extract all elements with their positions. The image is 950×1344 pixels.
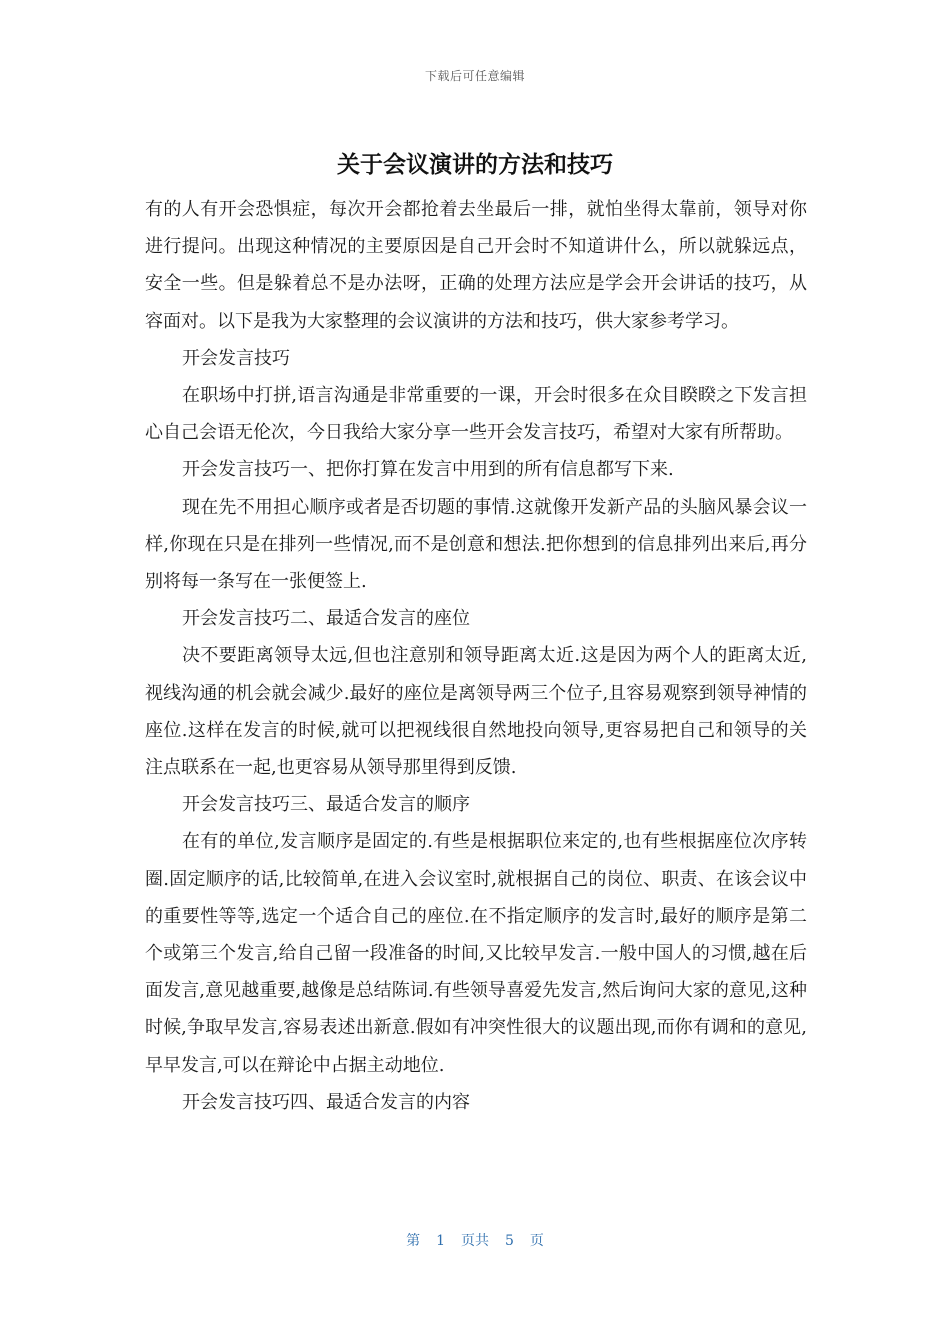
paragraph: 现在先不用担心顺序或者是否切题的事情.这就像开发新产品的头脑风暴会议一样,你现在只是在排列一些情况,而不是创意和想法.把你想到的信息排列出来后,再分别将每一条写在一张便签上. — [145, 496, 807, 593]
total-pages-number: 5 — [505, 1233, 514, 1249]
document-title: 关于会议演讲的方法和技巧 — [337, 152, 613, 178]
tip-heading-4: 开会发言技巧四、最适合发言的内容 — [182, 1091, 470, 1113]
current-page-number: 1 — [436, 1233, 445, 1249]
page-label-middle: 页共 — [461, 1233, 489, 1249]
page-label-suffix: 页 — [529, 1233, 544, 1249]
tip-heading-2: 开会发言技巧二、最适合发言的座位 — [182, 608, 470, 630]
page-label-prefix: 第 — [406, 1233, 421, 1249]
paragraph: 在有的单位,发言顺序是固定的.有些是根据职位来定的,也有些根据座位次序转圈.固定顺序的话,比较简单,在进入会议室时,就根据自己的岗位、职责、在该会议中的重要性等等,选定一个适合自己的座位.在不指定顺序的发言时,最好的顺序是第二个或第三个发言,给自己留一段准备的时间,又比较早发言.一般中国人的习惯,越在后面发言,意见越重要,越像是总结陈词.有些领导喜爱先发言,然后询问大家的意见,这种时候,争取早发言,容易表述出新意.假如有冲突性很大的议题出现,而你有调和的意见,早早发言,可以在辩论中占据主动地位. — [145, 831, 807, 1076]
tip-heading-3: 开会发言技巧三、最适合发言的顺序 — [182, 794, 470, 816]
paragraph-intro: 有的人有开会恐惧症，每次开会都抢着去坐最后一排，就怕坐得太靠前，领导对你进行提问。出现这种情况的主要原因是自己开会时不知道讲什么，所以就躲远点，安全一些。但是躲着总不是办法呀，正确的处理方法应是学会开会讲话的技巧，从容面对。以下是我为大家整理的会议演讲的方法和技巧，供大家参考学习。 — [145, 199, 807, 332]
page-footer — [0, 1230, 950, 1250]
document-body — [145, 191, 807, 1121]
paragraph: 在职场中打拼,语言沟通是非常重要的一课，开会时很多在众目睽睽之下发言担心自己会语无伦次，今日我给大家分享一些开会发言技巧，希望对大家有所帮助。 — [145, 385, 807, 444]
page-header-note: 下载后可任意编辑 — [424, 69, 525, 83]
paragraph: 决不要距离领导太远,但也注意别和领导距离太近.这是因为两个人的距离太近,视线沟通的机会就会减少.最好的座位是离领导两三个位子,且容易观察到领导神情的座位.这样在发言的时候,就可以把视线很自然地投向领导,更容易把自己和领导的关注点联系在一起,也更容易从领导那里得到反馈. — [145, 645, 807, 779]
section-heading: 开会发言技巧 — [182, 347, 290, 369]
tip-heading-1: 开会发言技巧一、把你打算在发言中用到的所有信息都写下来. — [182, 459, 674, 481]
